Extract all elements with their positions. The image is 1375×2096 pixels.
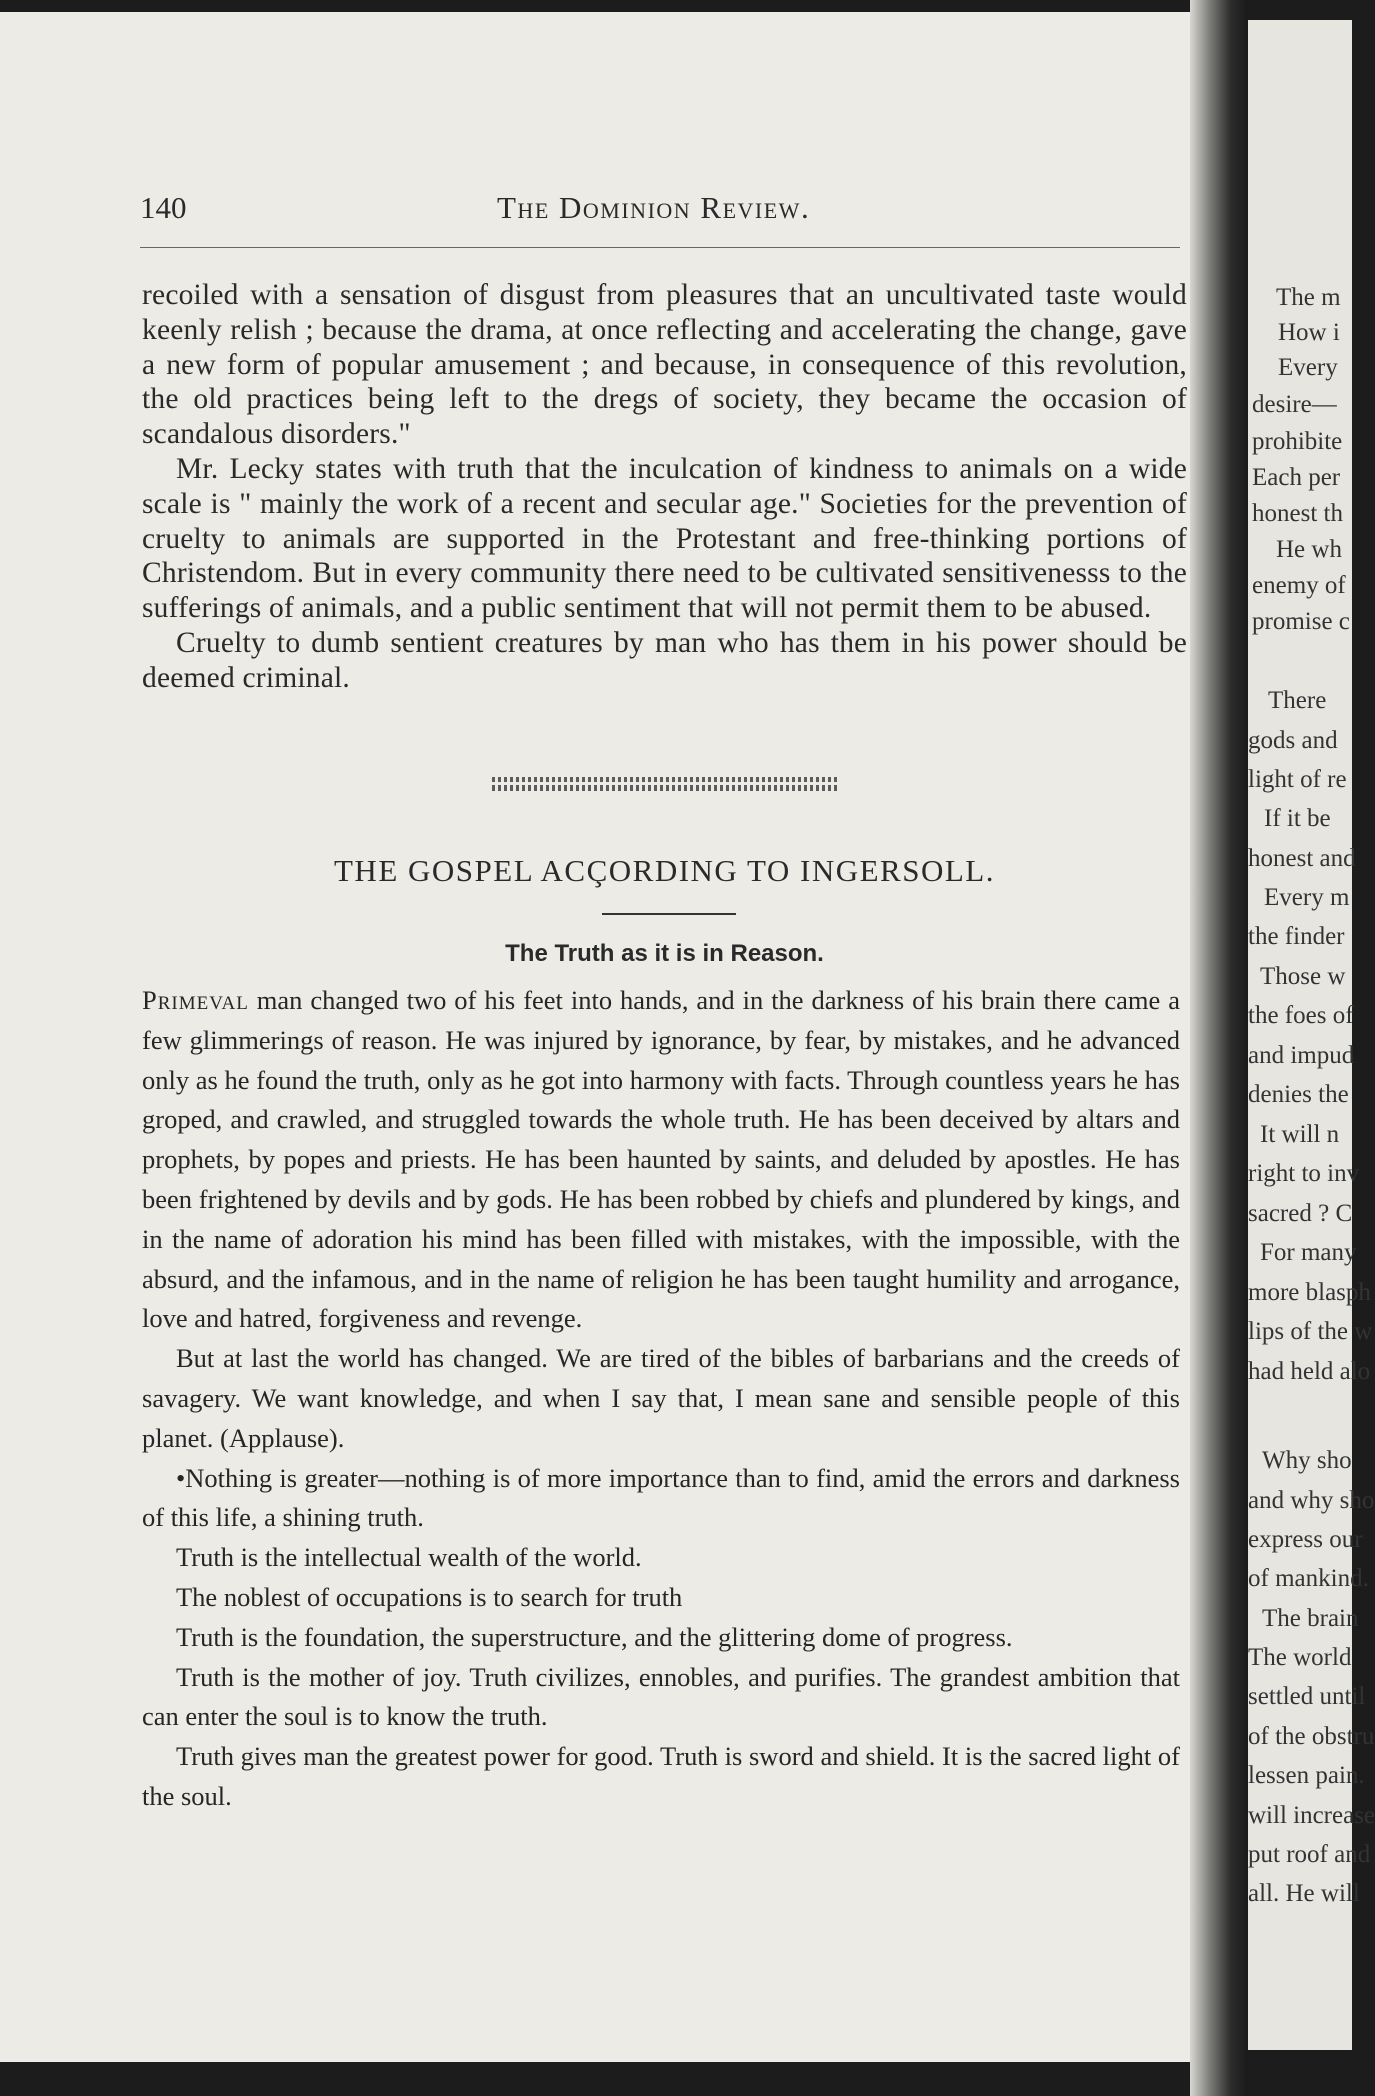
paragraph: The noblest of occupations is to search for truth	[176, 1581, 683, 1612]
facing-line: honest and	[1248, 845, 1356, 872]
facing-line: promise c	[1252, 608, 1350, 635]
facing-line: more blasph	[1248, 1279, 1371, 1306]
paragraph	[142, 981, 1180, 1339]
facing-line: The world	[1248, 1644, 1352, 1671]
facing-line: the finder	[1248, 923, 1345, 950]
paragraph: Truth is the foundation, the superstructure, and the glittering dome of progress.	[176, 1621, 1013, 1652]
facing-line: He wh	[1276, 536, 1342, 563]
facing-line: sacred ? C	[1248, 1200, 1353, 1227]
paragraph-text: man changed two of his feet into hands, and in the darkness of his brain there came a few glimmerings of reason. He was injured by ignorance, by fear, by mistakes, and he advanced only as he found the truth, only as he got into harmony with facts. Through countless years he has groped, and crawled, and struggled towards the whole truth. He has been deceived by altars and prophets, by popes and priests. He has been haunted by saints, and deluded by apostles. He has been frightened by devils and by gods. He has been robbed by chiefs and plundered by kings, and in the name of adoration his mind has been filled with mistakes, with the impossible, with the absurd, and the infamous, and in the name of religion he has been taught humility and arrogance, love and hatred, forgiveness and revenge.	[142, 985, 1180, 1334]
facing-line: If it be	[1264, 805, 1331, 832]
title-rule	[602, 913, 736, 915]
page-header	[140, 190, 1180, 230]
facing-line: of mankind.	[1248, 1565, 1369, 1592]
facing-line: desire—	[1252, 391, 1337, 418]
paragraph: Truth gives man the greatest power for good. Truth is sword and shield. It is the sacred light of the soul.	[142, 1741, 1180, 1811]
first-word: Primeval	[142, 985, 249, 1015]
facing-line: It will n	[1260, 1121, 1340, 1148]
page-number: 140	[140, 190, 187, 225]
paragraph: recoiled with a sensation of disgust from pleasures that an uncultivated taste would keenly relish ; because the drama, at once reflecting and accelerating the change, gave a new form of popular amusement ; and because, in consequence of this revolution, the old practices being left to the dregs of society, they became the occasion of scandalous disorders."	[142, 279, 1187, 451]
article-title: THE GOSPEL ACÇORDING TO INGERSOLL.	[334, 853, 995, 888]
facing-line: How i	[1278, 319, 1340, 346]
facing-line: honest th	[1252, 500, 1343, 527]
facing-line: light of re	[1248, 766, 1347, 793]
facing-line: The brain	[1262, 1605, 1359, 1632]
facing-line: Every m	[1264, 884, 1350, 911]
facing-line: and impud	[1248, 1042, 1355, 1069]
facing-line: lessen pain.	[1248, 1762, 1365, 1789]
paragraph: Cruelty to dumb sentient creatures by man who has them in his power should be deemed criminal.	[142, 626, 1187, 694]
facing-line: enemy of	[1252, 572, 1346, 599]
facing-line: lips of the w	[1248, 1318, 1373, 1345]
facing-line: put roof and	[1248, 1841, 1371, 1868]
paragraph: •Nothing is greater—nothing is of more importance than to find, amid the errors and darkness of this life, a shining truth.	[142, 1462, 1180, 1533]
facing-line: the foes of	[1248, 1002, 1354, 1029]
facing-line: gods and	[1248, 727, 1338, 754]
facing-line: all. He will	[1248, 1880, 1360, 1907]
preceding-article-text	[142, 278, 1187, 696]
paragraph: Truth is the mother of joy. Truth civilizes, ennobles, and purifies. The grandest ambition that can enter the soul is to know the truth.	[142, 1661, 1180, 1732]
facing-line: There	[1268, 687, 1327, 714]
article-subtitle: The Truth as it is in Reason.	[505, 940, 824, 967]
facing-line: right to inv	[1248, 1160, 1360, 1187]
facing-line: of the obstru	[1248, 1723, 1375, 1750]
facing-line: express our	[1248, 1526, 1363, 1553]
header-rule	[140, 247, 1180, 248]
facing-line: settled until	[1248, 1683, 1366, 1710]
facing-line: Why sho	[1262, 1447, 1352, 1474]
paragraph: But at last the world has changed. We are tired of the bibles of barbarians and the creeds of savagery. We want knowledge, and when I say that, I mean sane and sensible people of this planet. (Applause).	[142, 1343, 1180, 1453]
facing-line: Each per	[1252, 464, 1341, 491]
paragraph: Mr. Lecky states with truth that the inculcation of kindness to animals on a wide scale is " mainly the work of a recent and secular age." Societies for the prevention of cruelty to animals are supported in the Protestant and free-thinking portions of Christendom. But in every community there need to be cultivated sensitivenesss to the sufferings of animals, and a public sentiment that will not permit them to be abused.	[142, 452, 1187, 625]
facing-line: Those w	[1260, 963, 1346, 990]
facing-line: will increase	[1248, 1802, 1375, 1829]
facing-line: Every	[1278, 354, 1338, 381]
facing-line: For many	[1260, 1239, 1357, 1266]
paragraph: Truth is the intellectual wealth of the world.	[176, 1542, 642, 1573]
running-title: The Dominion Review.	[497, 190, 811, 225]
facing-line: The m	[1276, 284, 1341, 311]
page-gutter	[1190, 0, 1248, 2096]
facing-line: denies the	[1248, 1081, 1349, 1108]
section-ornament	[492, 777, 838, 791]
article-body	[142, 981, 1180, 1817]
facing-page	[1248, 20, 1375, 2050]
facing-line: prohibite	[1252, 428, 1343, 455]
facing-line: and why sho	[1248, 1487, 1375, 1514]
facing-line: had held alo	[1248, 1358, 1371, 1385]
